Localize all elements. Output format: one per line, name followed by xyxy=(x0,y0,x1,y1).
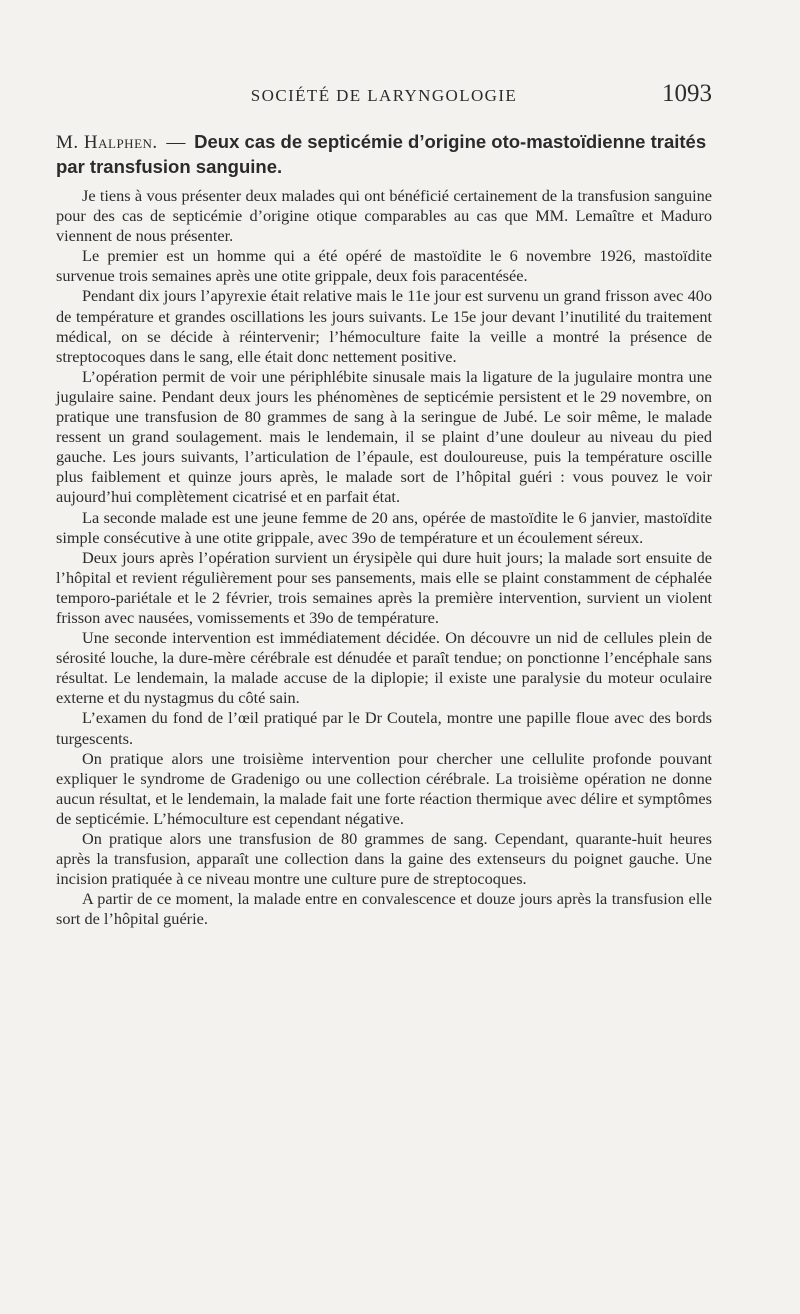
paragraph: A partir de ce moment, la malade entre en convalescence et douze jours après la transfusion elle sort de l’hôpital guérie. xyxy=(56,889,712,929)
paragraph: Je tiens à vous présenter deux malades qui ont bénéficié certainement de la transfusion sanguine pour des cas de septicémie d’origine otique comparables au cas que MM. Lemaître et Maduro viennent de nous présenter. xyxy=(56,186,712,246)
paragraph: L’examen du fond de l’œil pratiqué par le Dr Coutela, montre une papille floue avec des bords turgescents. xyxy=(56,708,712,748)
article-title: Deux cas de septicémie d’origine oto-mastoïdienne traités par transfusion sanguine. xyxy=(56,131,707,177)
heading-dash: — xyxy=(166,132,186,153)
paragraph: L’opération permit de voir une périphlébite sinusale mais la ligature de la jugulaire montra une jugulaire saine. Pendant deux jours les phénomènes de septicémie persistent et le 29 novembre, on pratique une transfusion de 80 grammes de sang à la seringue de Jubé. Le soir même, le malade ressent un grand soulagement. mais le lendemain, il se plaint d’une douleur au niveau du pied gauche. Les jours suivants, l’articulation de l’épaule, est douloureuse, puis la température oscille plus faiblement et quinze jours après, le malade sort de l’hôpital guéri : vous pouvez le voir aujourd’hui complètement cicatrisé et en parfait état. xyxy=(56,366,712,507)
article-heading xyxy=(56,130,712,180)
paragraph: Deux jours après l’opération survient un érysipèle qui dure huit jours; la malade sort ensuite de l’hôpital et revient régulièrement pour ses pansements, mais elle se plaint constamment de céphalée temporo-pariétale et le 2 février, trois semaines après la première intervention, survient un violent frisson avec nausées, vomissements et 39o de température. xyxy=(56,547,712,627)
running-title: SOCIÉTÉ DE LARYNGOLOGIE xyxy=(250,86,518,105)
article-body xyxy=(56,186,712,929)
running-header xyxy=(56,80,712,114)
paragraph: Une seconde intervention est immédiatement décidée. On découvre un nid de cellules plein de sérosité louche, la dure-mère cérébrale est dénudée et paraît tendue; on ponctionne l’encéphale sans résultat. Le lendemain, la malade accuse de la diplopie; il existe une paralysie du moteur oculaire externe et du nystagmus du côté sain. xyxy=(56,628,712,708)
paragraph: La seconde malade est une jeune femme de 20 ans, opérée de mastoïdite le 6 janvier, mastoïdite simple consécutive à une otite grippale, avec 39o de température et un écoulement séreux. xyxy=(56,507,712,547)
paragraph: On pratique alors une troisième intervention pour chercher une cellulite profonde pouvant expliquer le syndrome de Gradenigo ou une collection cérébrale. La troisième opération ne donne aucun résultat, et le lendemain, la malade fait une forte réaction thermique avec délire et symptômes de septicémie. L’hémoculture est cependant négative. xyxy=(56,748,712,828)
page-number: 1093 xyxy=(662,80,712,107)
paragraph: Le premier est un homme qui a été opéré de mastoïdite le 6 novembre 1926, mastoïdite survenue trois semaines après une otite grippale, deux fois paracentésée. xyxy=(56,246,712,286)
paragraph: On pratique alors une transfusion de 80 grammes de sang. Cependant, quarante-huit heures après la transfusion, apparaît une collection dans la gaine des extenseurs du poignet gauche. Une incision pratiquée à ce niveau montre une culture pure de streptocoques. xyxy=(56,829,712,889)
author-name: M. Halphen. xyxy=(56,132,158,153)
paragraph: Pendant dix jours l’apyrexie était relative mais le 11e jour est survenu un grand frisson avec 40o de température et grandes oscillations les jours suivants. Le 15e jour devant l’inutilité du traitement médical, on se décide à réintervenir; l’hémoculture faite la veille a montré la présence de streptocoques dans le sang, elle était donc nettement positive. xyxy=(56,286,712,366)
